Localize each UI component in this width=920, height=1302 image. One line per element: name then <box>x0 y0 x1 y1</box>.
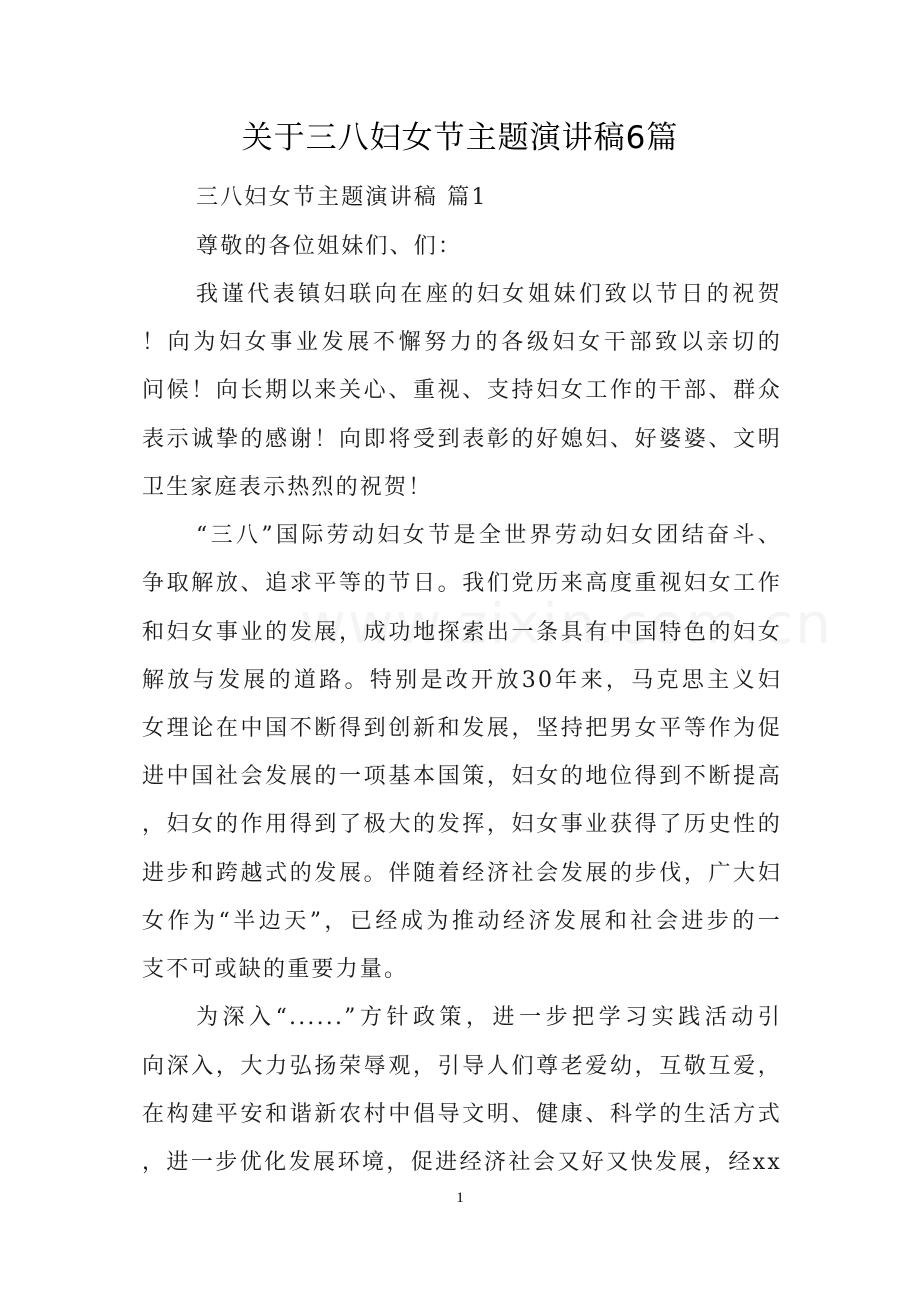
paragraph-line: 卫生家庭表示热烈的祝贺！ <box>142 475 433 500</box>
section-heading: 三八妇女节主题演讲稿 篇1 <box>196 185 488 210</box>
document-title: 关于三八妇女节主题演讲稿6篇 <box>241 120 679 156</box>
paragraph-line: 争取解放、追求平等的节日。我们党历来高度重视妇女工作 <box>142 571 782 596</box>
paragraph-line: “三八”国际劳动妇女节是全世界劳动妇女团结奋斗、 <box>196 523 782 548</box>
paragraph-line: 解放与发展的道路。特别是改开放30年来，马克思主义妇 <box>142 668 782 693</box>
paragraph-line: 为深入“......”方针政策，进一步把学习实践活动引 <box>196 1005 782 1030</box>
page-number: 1 <box>456 1190 464 1206</box>
salutation: 尊敬的各位姐妹们、们： <box>196 234 463 259</box>
paragraph-line: 支不可或缺的重要力量。 <box>142 957 409 982</box>
paragraph-line: 问候！向长期以来关心、重视、支持妇女工作的干部、群众 <box>142 378 782 403</box>
paragraph-line: ，进一步优化发展环境，促进经济社会又好又快发展，经xx <box>142 1150 782 1175</box>
paragraph-line: 女作为“半边天”，已经成为推动经济发展和社会进步的一 <box>142 909 782 934</box>
paragraph-line: 表示诚挚的感谢！向即将受到表彰的好媳妇、好婆婆、文明 <box>142 427 782 452</box>
paragraph-line: 进步和跨越式的发展。伴随着经济社会发展的步伐，广大妇 <box>142 861 782 886</box>
paragraph-line: 我谨代表镇妇联向在座的妇女姐妹们致以节日的祝贺 <box>196 282 782 307</box>
paragraph-line: ！向为妇女事业发展不懈努力的各级妇女干部致以亲切的 <box>142 330 782 355</box>
paragraph-line: 向深入，大力弘扬荣辱观，引导人们尊老爱幼，互敬互爱， <box>142 1054 782 1079</box>
paragraph-line: ，妇女的作用得到了极大的发挥，妇女事业获得了历史性的 <box>142 812 782 837</box>
paragraph-line: 和妇女事业的发展，成功地探索出一条具有中国特色的妇女 <box>142 620 782 645</box>
paragraph-line: 在构建平安和谐新农村中倡导文明、健康、科学的生活方式 <box>142 1102 782 1127</box>
paragraph-line: 进中国社会发展的一项基本国策，妇女的地位得到不断提高 <box>142 764 782 789</box>
paragraph-line: 女理论在中国不断得到创新和发展，坚持把男女平等作为促 <box>142 716 782 741</box>
